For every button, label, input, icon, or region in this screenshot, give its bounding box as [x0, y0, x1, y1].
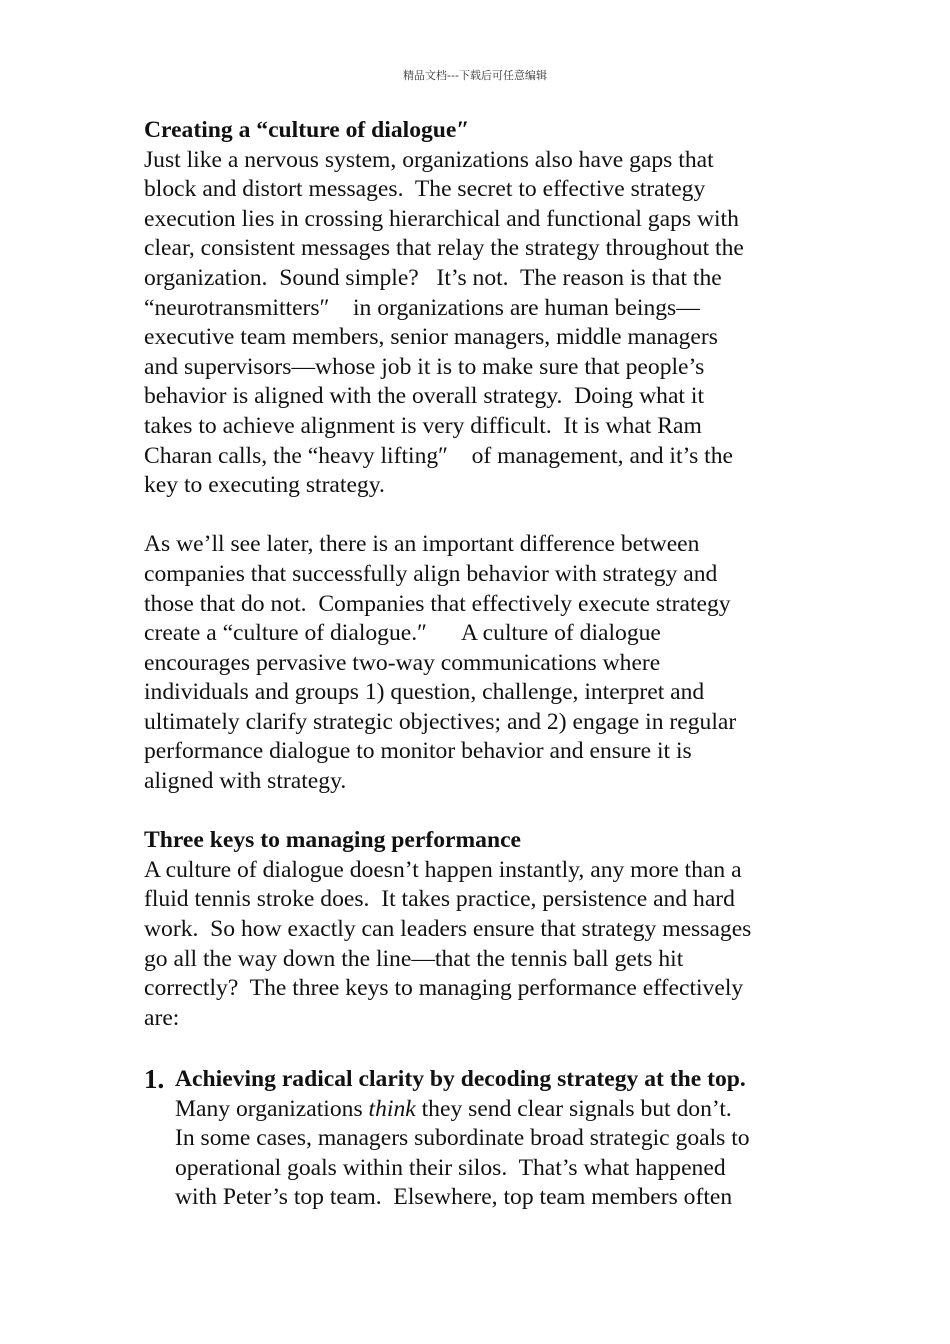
emphasis: think	[368, 1095, 416, 1122]
list-number: 1.	[144, 1064, 165, 1094]
paragraph-line: Just like a nervous system, organizations also have gaps that	[144, 146, 714, 173]
paragraph-line: individuals and groups 1) question, challenge, interpret and	[144, 679, 705, 706]
paragraph-line: create a “culture of dialogue.″ A culture of dialogue	[144, 620, 661, 647]
paragraph-line: performance dialogue to monitor behavior and ensure it is	[144, 738, 692, 765]
paragraph-line: block and distort messages. The secret to effective strategy	[144, 176, 706, 203]
paragraph-line: correctly? The three keys to managing performance effectively	[144, 975, 744, 1002]
paragraph-line: In some cases, managers subordinate broad strategic goals to	[175, 1125, 750, 1152]
paragraph-line: operational goals within their silos. That’s what happened	[175, 1154, 726, 1181]
list-item	[175, 1065, 750, 1213]
section-heading: Creating a “culture of dialogue″	[144, 117, 470, 143]
paragraph-line: execution lies in crossing hierarchical and functional gaps with	[144, 205, 739, 232]
paragraph-line: encourages pervasive two-way communications where	[144, 649, 661, 676]
paragraph-line: clear, consistent messages that relay the strategy throughout the	[144, 235, 744, 262]
paragraph-line: companies that successfully align behavior with strategy and	[144, 560, 718, 587]
section-culture-of-dialogue	[144, 116, 751, 1033]
paragraph-line: ultimately clarify strategic objectives; and 2) engage in regular	[144, 708, 737, 735]
list-item-title: Achieving radical clarity by decoding strategy at the top.	[175, 1066, 746, 1092]
text: they send clear signals but don’t.	[415, 1095, 732, 1122]
paragraph-line: “neurotransmitters″ in organizations are human beings—	[144, 294, 700, 321]
paragraph-line: go all the way down the line—that the tennis ball gets hit	[144, 945, 684, 972]
paragraph-line: As we’ll see later, there is an important difference between	[144, 531, 700, 558]
paragraph-line: organization. Sound simple? It’s not. The reason is that the	[144, 264, 722, 291]
paragraph-line: executive team members, senior managers, middle managers	[144, 324, 718, 351]
paragraph-line: Charan calls, the “heavy lifting″ of management, and it’s the	[144, 442, 734, 469]
section-heading: Three keys to managing performance	[144, 827, 522, 854]
paragraph-line: aligned with strategy.	[144, 768, 347, 795]
paragraph-line: key to executing strategy.	[144, 472, 385, 499]
paragraph-line: and supervisors—whose job it is to make sure that people’s	[144, 353, 705, 380]
paragraph-line: are:	[144, 1004, 180, 1031]
page-header: 精品文档---下载后可任意编辑	[403, 69, 547, 82]
paragraph-line: with Peter’s top team. Elsewhere, top team members often	[175, 1184, 733, 1211]
paragraph-line: work. So how exactly can leaders ensure that strategy messages	[144, 916, 752, 943]
paragraph-line: those that do not. Companies that effectively execute strategy	[144, 590, 731, 617]
text: Many organizations	[175, 1095, 369, 1122]
paragraph-line: behavior is aligned with the overall strategy. Doing what it	[144, 383, 704, 410]
paragraph-line	[175, 1095, 750, 1125]
paragraph-line: takes to achieve alignment is very difficult. It is what Ram	[144, 412, 702, 439]
paragraph-line: A culture of dialogue doesn’t happen instantly, any more than a	[144, 856, 742, 883]
paragraph-line: fluid tennis stroke does. It takes practice, persistence and hard	[144, 886, 735, 913]
